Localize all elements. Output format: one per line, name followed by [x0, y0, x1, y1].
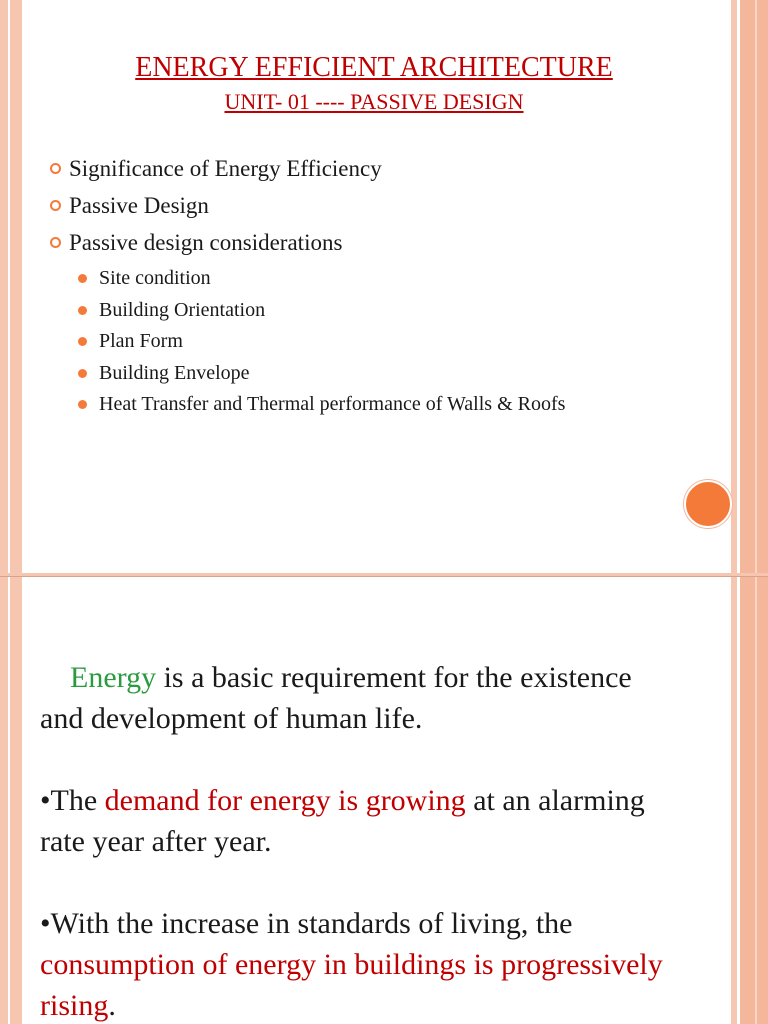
list-item: [45, 189, 685, 226]
left-frame: [0, 577, 22, 1024]
ring-bullet-icon: [50, 163, 61, 174]
demand-prefix: The: [50, 784, 105, 817]
sub-bullet-list: [75, 263, 685, 421]
sub-list-item-text: Building Orientation: [99, 298, 266, 321]
paragraph-demand: [40, 780, 680, 862]
paragraph-consumption: [40, 903, 680, 1024]
consumption-rest: .: [108, 989, 116, 1022]
bullet-glyph: •: [40, 907, 51, 940]
slide-2: [0, 577, 768, 1024]
sub-list-item: [75, 295, 685, 327]
sub-list-item-text: Plan Form: [99, 330, 183, 352]
dot-bullet-icon: [78, 274, 87, 283]
sub-list-item-text: Site condition: [99, 267, 211, 289]
energy-rest: is a basic requirement for the existence and development of human life.: [40, 661, 632, 735]
left-frame: [0, 0, 22, 577]
consumption-prefix: With the increase in standards of living, the: [50, 907, 573, 940]
body-text: [40, 657, 680, 1024]
energy-highlight: Energy: [70, 661, 157, 694]
dot-bullet-icon: [78, 369, 87, 378]
bullet-glyph: •: [40, 784, 51, 817]
slide-subtitle: UNIT- 01 ---- PASSIVE DESIGN: [224, 89, 524, 114]
sub-list-item: [75, 326, 685, 358]
demand-rest: at an alarming rate year after year.: [40, 784, 645, 858]
list-item-text: Passive design considerations: [69, 230, 343, 255]
dot-bullet-icon: [78, 306, 87, 315]
sub-list-item-text: Heat Transfer and Thermal performance of Walls & Roofs: [99, 393, 566, 415]
orange-circle-icon: [684, 480, 732, 528]
list-item: [45, 226, 685, 263]
list-item-text: Passive Design: [69, 193, 209, 218]
dot-bullet-icon: [78, 400, 87, 409]
sub-list-item: [75, 389, 685, 421]
ring-bullet-icon: [50, 237, 61, 248]
demand-highlight: demand for energy is growing: [104, 784, 466, 817]
right-frame: [731, 577, 768, 1024]
slide-title: ENERGY EFFICIENT ARCHITECTURE: [135, 52, 613, 83]
bullet-list: [45, 152, 685, 421]
list-item: [45, 152, 685, 189]
dot-bullet-icon: [78, 337, 87, 346]
right-frame: [731, 0, 768, 577]
consumption-highlight: consumption of energy in buildings is progressively rising: [40, 948, 663, 1022]
paragraph-energy: [40, 657, 680, 739]
list-item-text: Significance of Energy Efficiency: [69, 156, 382, 181]
ring-bullet-icon: [50, 200, 61, 211]
sub-list-item: [75, 263, 685, 295]
sub-list-item-text: Building Envelope: [99, 361, 250, 384]
sub-list-item: [75, 358, 685, 390]
